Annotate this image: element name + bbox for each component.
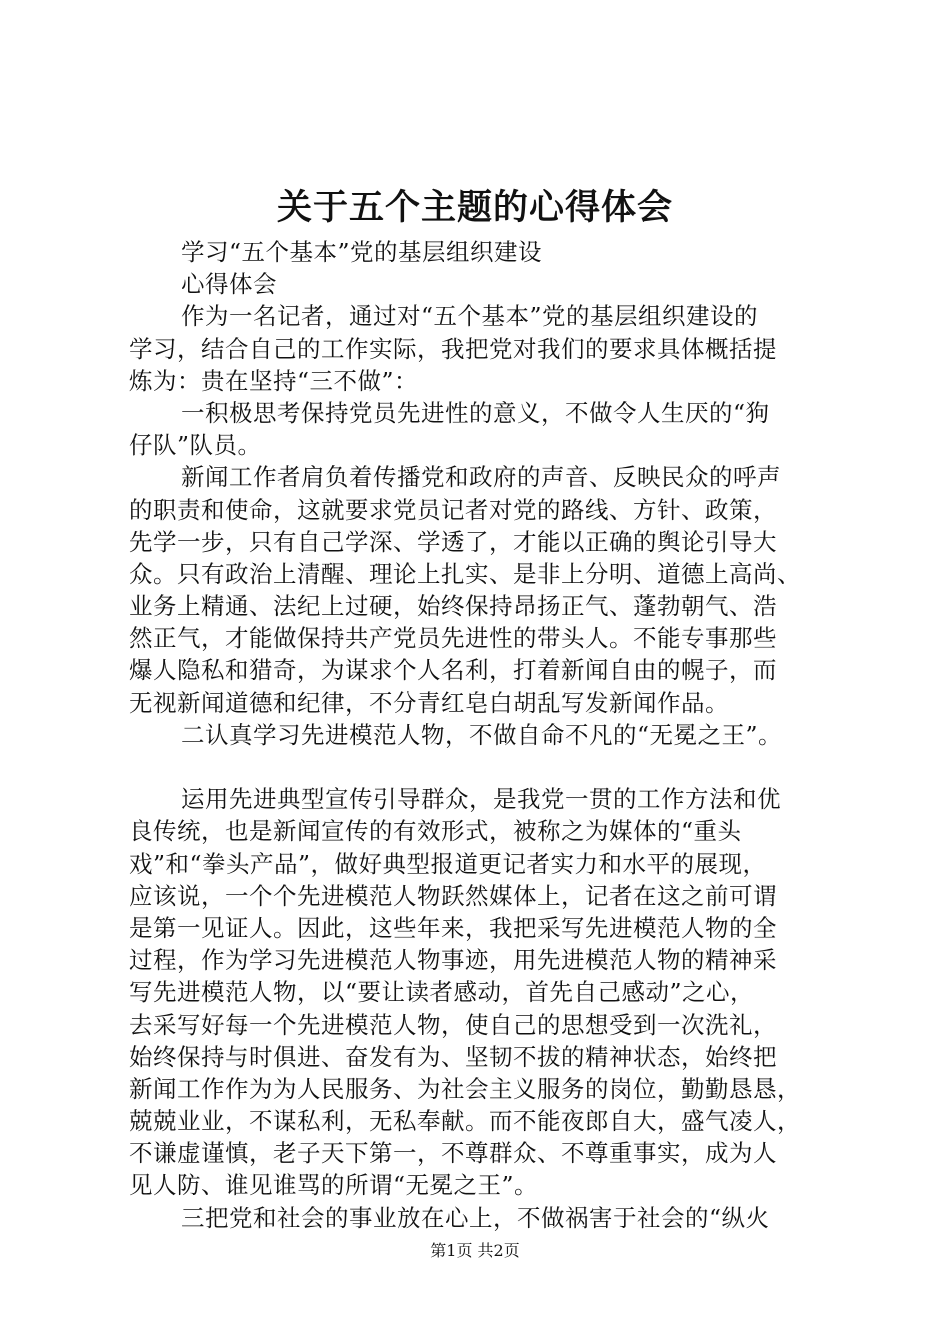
text-line: 二认真学习先进模范人物，不做自命不凡的“无冕之王”。 [181,720,783,749]
text-line: 始终保持与时俱进、奋发有为、坚韧不拔的精神状态，始终把 [129,1042,777,1071]
blank-line [129,751,833,783]
text-line: 新闻工作作为为人民服务、为社会主义服务的岗位，勤勤恳恳， [129,1074,801,1103]
text-line: 戏”和“拳头产品”，做好典型报道更记者实力和水平的展现， [129,849,767,878]
text-line: 应该说，一个个先进模范人物跃然媒体上，记者在这之前可谓 [129,881,777,910]
text-line: 炼为：贵在坚持“三不做”： [129,366,419,395]
text-line: 作为一名记者，通过对“五个基本”党的基层组织建设的 [181,302,759,331]
text-line: 爆人隐私和猎奇，为谋求个人名利，打着新闻自由的幌子，而 [129,656,777,685]
text-line: 无视新闻道德和纪律，不分青红皂白胡乱写发新闻作品。 [129,688,729,717]
text-line: 三把党和社会的事业放在心上，不做祸害于社会的“纵火 [181,1203,770,1232]
text-line: 然正气，才能做保持共产党员先进性的带头人。不能专事那些 [129,624,777,653]
document-body [129,236,833,1234]
text-line: 业务上精通、法纪上过硬，始终保持昂扬正气、蓬勃朝气、浩 [129,592,777,621]
text-line: 良传统，也是新闻宣传的有效形式，被称之为媒体的“重头 [129,817,742,846]
text-line: 学习，结合自己的工作实际，我把党对我们的要求具体概括提 [129,334,777,363]
text-line: 去采写好每一个先进模范人物，使自己的思想受到一次洗礼， [129,1010,777,1039]
text-line: 一积极思考保持党员先进性的意义，不做令人生厌的“狗 [181,398,770,427]
text-line: 心得体会 [181,270,277,299]
document-title: 关于五个主题的心得体会 [276,188,673,228]
text-line: 先学一步，只有自己学深、学透了，才能以正确的舆论引导大 [129,527,777,556]
text-line: 新闻工作者肩负着传播党和政府的声音、反映民众的呼声 [181,463,781,492]
text-line: 的职责和使命，这就要求党员记者对党的路线、方针、政策， [129,495,777,524]
text-line: 不谦虚谨慎，老子天下第一，不尊群众、不尊重事实，成为人 [129,1139,777,1168]
text-line: 运用先进典型宣传引导群众，是我党一贯的工作方法和优 [181,785,781,814]
text-line: 兢兢业业，不谋私利，无私奉献。而不能夜郎自大，盛气凌人， [129,1107,801,1136]
text-line: 仔队”队员。 [129,431,262,460]
text-line: 写先进模范人物，以“要让读者感动，首先自己感动”之心， [129,978,755,1007]
text-line: 是第一见证人。因此，这些年来，我把采写先进模范人物的全 [129,913,777,942]
text-line: 学习“五个基本”党的基层组织建设 [181,238,543,266]
text-line: 见人防、谁见谁骂的所谓“无冕之王”。 [129,1171,539,1200]
text-line: 过程，作为学习先进模范人物事迹，用先进模范人物的精神采 [129,946,777,975]
text-line: 众。只有政治上清醒、理论上扎实、是非上分明、道德上高尚、 [129,559,801,588]
page-footer: 第1页 共2页 [430,1241,520,1260]
